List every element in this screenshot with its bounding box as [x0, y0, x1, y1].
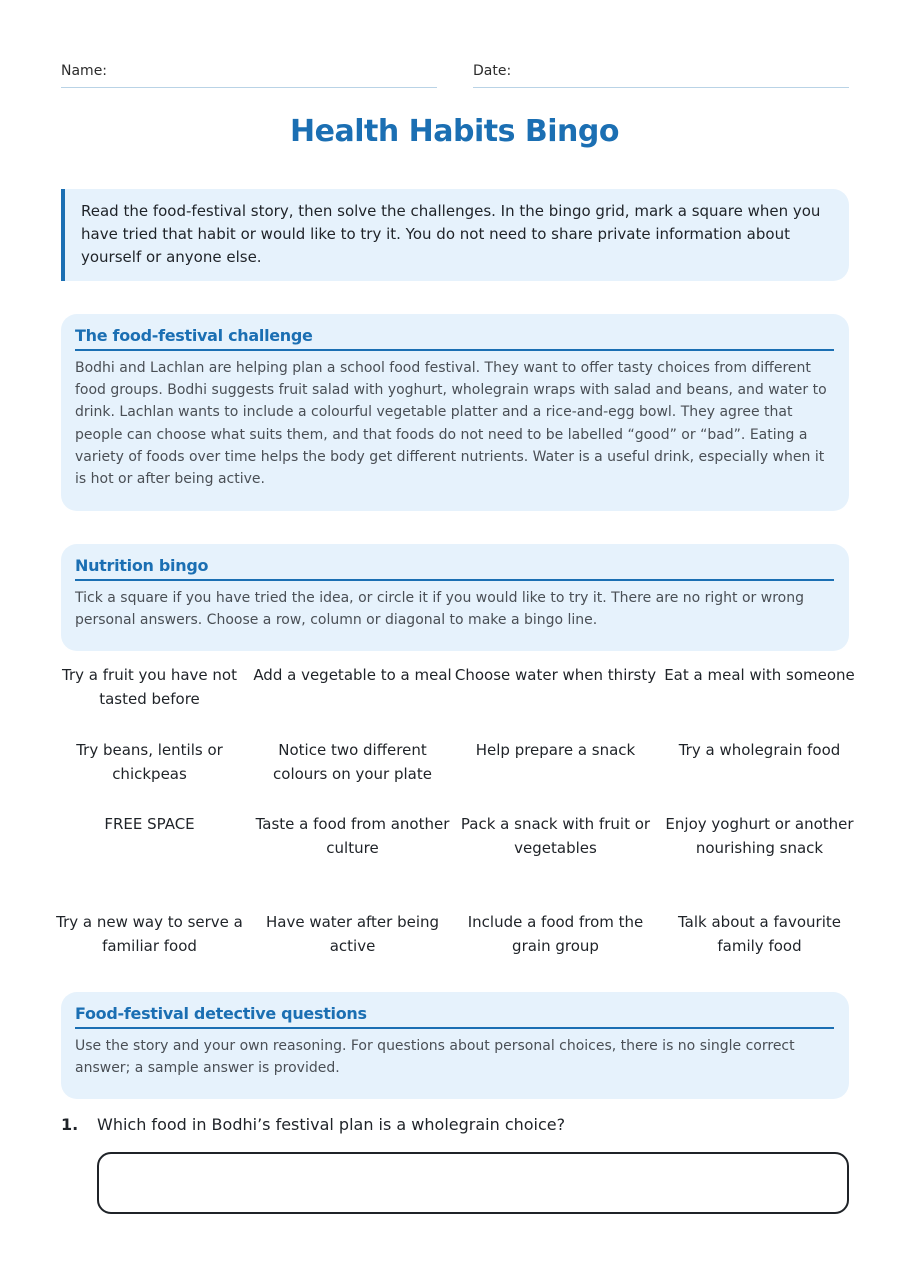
bingo-cell[interactable]: Talk about a favourite family food — [678, 913, 841, 955]
bingo-cell[interactable]: Enjoy yoghurt or another nourishing snack — [665, 815, 854, 857]
story-text: Bodhi and Lachlan are helping plan a school food festival. They want to offer tasty choices from different food groups. Bodhi suggests fruit salad with yoghurt, wholegrain wraps with salad and beans, and water to drink. Lachlan wants to include a colourful vegetable platter and a rice-and-egg bowl. They agree that people can choose what suits them, and that foods do not need to be labelled “good” or “bad”. Eating a variety of foods over time helps the body get different nutrients. Water is a useful drink, especially when it is hot or after being active. — [75, 360, 827, 488]
question-number: 1. — [61, 1115, 79, 1134]
bingo-cell[interactable]: Try beans, lentils or chickpeas — [76, 741, 223, 783]
bingo-panel — [61, 544, 849, 651]
detective-heading: Food-festival detective questions — [75, 1004, 834, 1029]
intro-callout: Read the food-festival story, then solve the challenges. In the bingo grid, mark a square when you have tried that habit or would like to try it. You do not need to share private information about yourself or anyone else. — [61, 189, 849, 281]
bingo-cell[interactable]: Pack a snack with fruit or vegetables — [460, 815, 651, 857]
bingo-cell[interactable]: Add a vegetable to a meal — [253, 666, 452, 684]
detective-panel — [61, 992, 849, 1099]
student-fields — [61, 60, 849, 88]
bingo-cell[interactable]: Try a fruit you have not tasted before — [62, 666, 237, 708]
bingo-cell[interactable]: Include a food from the grain group — [467, 913, 644, 955]
date-field[interactable]: Date: — [473, 60, 849, 88]
story-heading: The food-festival challenge — [75, 326, 834, 351]
bingo-instructions: Tick a square if you have tried the idea, or circle it if you would like to try it. There are no right or wrong personal answers. Choose a row, column or diagonal to make a bingo line. — [75, 590, 804, 629]
detective-instructions: Use the story and your own reasoning. For questions about personal choices, there is no single correct answer; a sample answer is provided. — [75, 1038, 795, 1077]
bingo-cell[interactable]: Have water after being active — [265, 913, 440, 955]
bingo-cell[interactable]: Help prepare a snack — [475, 741, 636, 759]
page-title: Health Habits Bingo — [290, 114, 619, 149]
bingo-cell[interactable]: Notice two different colours on your plate — [273, 741, 432, 783]
bingo-cell-free[interactable]: FREE SPACE — [104, 815, 195, 833]
bingo-cell[interactable]: Try a wholegrain food — [678, 741, 841, 759]
bingo-heading: Nutrition bingo — [75, 556, 834, 581]
name-field[interactable]: Name: — [61, 60, 437, 88]
bingo-cell[interactable]: Choose water when thirsty — [454, 666, 657, 684]
bingo-cell[interactable]: Eat a meal with someone — [664, 666, 855, 684]
bingo-cell[interactable]: Taste a food from another culture — [255, 815, 450, 857]
bingo-cell[interactable]: Try a new way to serve a familiar food — [56, 913, 243, 955]
answer-box[interactable] — [97, 1152, 849, 1214]
story-panel — [61, 314, 849, 511]
question-text: Which food in Bodhi’s festival plan is a wholegrain choice? — [97, 1115, 566, 1134]
